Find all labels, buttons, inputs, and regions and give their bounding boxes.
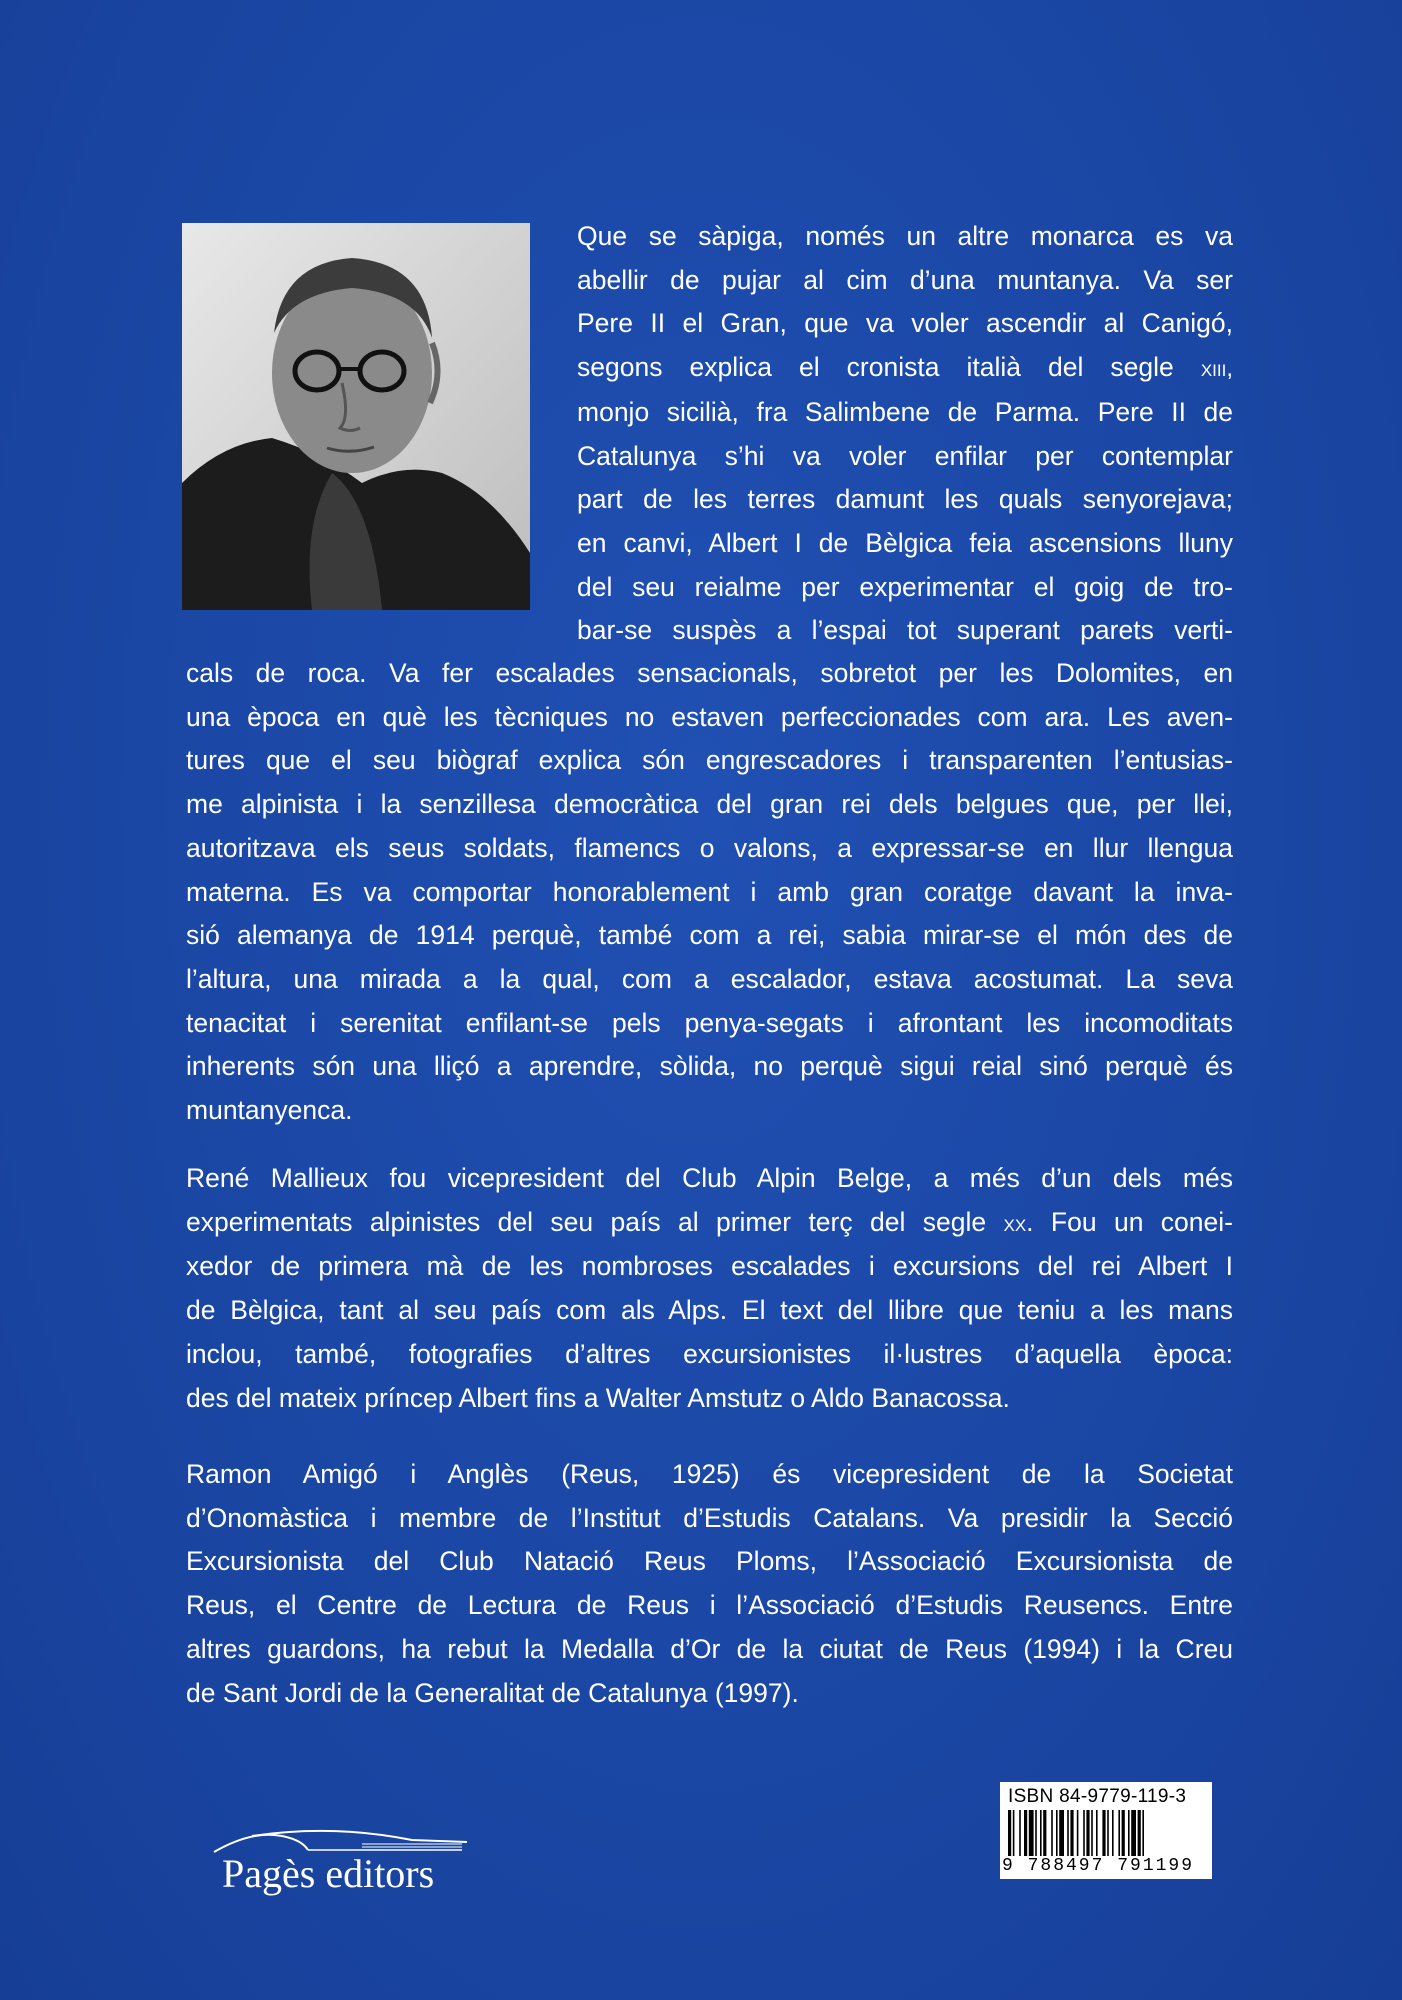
barcode-bar	[1008, 1810, 1011, 1856]
barcode-bar	[1029, 1810, 1034, 1856]
barcode-bar	[1138, 1810, 1141, 1856]
barcode-bar	[1013, 1810, 1015, 1856]
barcode-bar	[1070, 1810, 1073, 1856]
text-line: de Bèlgica, tant al seu país com als Alps. El text del llibre que teniu a les mans	[186, 1295, 1233, 1326]
text-line: d’Onomàstica i membre de l’Institut d’Estudis Catalans. Va presidir la Secció	[186, 1502, 1233, 1533]
text-line: Que se sàpiga, només un altre monarca es va	[577, 221, 1233, 251]
text-line: des del mateix príncep Albert fins a Walter Amstutz o Aldo Banacossa.	[186, 1382, 1010, 1413]
text-line: René Mallieux fou vicepresident del Club Alpin Belge, a més d’un dels més	[186, 1163, 1233, 1193]
barcode-bar	[1035, 1810, 1037, 1856]
text-line-part: experimentats alpinistes del seu país al primer terç del segle	[186, 1206, 987, 1237]
text-line: Catalunya s’hi va voler enfilar per contemplar	[577, 440, 1233, 471]
barcode-bar	[1091, 1810, 1093, 1856]
barcode-bar	[1131, 1810, 1136, 1856]
text-line: del seu reialme per experimentar el goig de tro-	[577, 571, 1233, 602]
barcode-bar	[1107, 1810, 1109, 1856]
barcode-bar	[1083, 1810, 1085, 1856]
text-line: tenacitat i serenitat enfilant-se pels penya-segats i afrontant les incomoditats	[186, 1007, 1233, 1038]
century-numeral: xiii,	[1200, 355, 1233, 383]
amigo-paragraph	[186, 1453, 1233, 1715]
barcode-bar	[1040, 1810, 1042, 1856]
text-line: autoritzava els seus soldats, flamencs o valons, a expressar-se en llur llengua	[186, 832, 1233, 863]
intro-paragraph-continued	[186, 652, 1233, 1133]
barcode-bar	[1102, 1810, 1105, 1856]
barcode-bar	[1086, 1810, 1089, 1856]
intro-paragraph	[577, 215, 1233, 653]
text-line: me alpinista i la senzillesa democràtica del gran rei dels belgues que, per llei,	[186, 789, 1233, 820]
barcode-icon	[1008, 1810, 1204, 1856]
text-line: monjo sicilià, fra Salimbene de Parma. Pere II de	[577, 396, 1233, 427]
text-line-part: segons explica el cronista italià del segle	[577, 352, 1174, 383]
text-line: Ramon Amigó i Anglès (Reus, 1925) és vicepresident de la Societat	[186, 1459, 1233, 1489]
text-line: Reus, el Centre de Lectura de Reus i l’Associació d’Estudis Reusencs. Entre	[186, 1590, 1233, 1621]
text-line	[577, 346, 1233, 391]
text-line: en canvi, Albert I de Bèlgica feia ascensions lluny	[577, 527, 1233, 558]
text-line: bar-se suspès a l’espai tot superant parets verti-	[577, 615, 1233, 646]
ean-number: 9 788497 791199	[1002, 1856, 1195, 1876]
text-line: inherents són una lliçó a aprendre, sòlida, no perquè sigui reial sinó perquè és	[186, 1051, 1233, 1082]
text-line: l’altura, una mirada a la qual, com a escalador, estava acostumat. La seva	[186, 963, 1233, 994]
text-line: xedor de primera mà de les nombroses escalades i excursions del rei Albert I	[186, 1251, 1233, 1282]
text-line: materna. Es va comportar honorablement i amb gran coratge davant la inva-	[186, 876, 1233, 907]
text-line: de Sant Jordi de la Generalitat de Catalunya (1997).	[186, 1677, 799, 1708]
author-portrait-photo	[182, 223, 530, 610]
text-line: Excursionista del Club Natació Reus Ploms, l’Associació Excursionista de	[186, 1546, 1233, 1577]
barcode-bar	[1051, 1810, 1053, 1856]
barcode-bar	[1067, 1810, 1069, 1856]
text-line: part de les terres damunt les quals senyorejava;	[577, 484, 1233, 515]
text-line-part: . Fou un conei-	[1026, 1206, 1233, 1237]
mallieux-paragraph	[186, 1157, 1233, 1420]
century-numeral: xx	[1003, 1209, 1027, 1237]
barcode-bar	[1112, 1810, 1114, 1856]
text-line	[186, 1201, 1233, 1246]
text-line: muntanyenca.	[186, 1095, 353, 1126]
text-line: tures que el seu biògraf explica són engrescadores i transparenten l’entusias-	[186, 745, 1233, 776]
text-line: altres guardons, ha rebut la Medalla d’Or de la ciutat de Reus (1994) i la Creu	[186, 1633, 1233, 1664]
barcode-bar	[1056, 1810, 1058, 1856]
text-line: abellir de pujar al cim d’una muntanya. Va ser	[577, 264, 1233, 295]
barcode-bar	[1096, 1810, 1098, 1856]
barcode-bar	[1019, 1810, 1021, 1856]
text-line: cals de roca. Va fer escalades sensacionals, sobretot per les Dolomites, en	[186, 658, 1233, 688]
barcode-bar	[1024, 1810, 1027, 1856]
text-line: una època en què les tècniques no estaven perfeccionades com ara. Les aven-	[186, 701, 1233, 732]
barcode-bar	[1122, 1810, 1125, 1856]
isbn-barcode-box	[1000, 1782, 1212, 1879]
text-line: sió alemanya de 1914 perquè, també com a rei, sabia mirar-se el món des de	[186, 920, 1233, 951]
isbn-label: ISBN 84-9779-119-3	[1008, 1786, 1187, 1807]
barcode-bar	[1128, 1810, 1130, 1856]
barcode-bar	[1142, 1810, 1144, 1856]
publisher-logo	[202, 1822, 482, 1896]
barcode-bar	[1059, 1810, 1064, 1856]
barcode-bar	[1118, 1810, 1120, 1856]
barcode-bar	[1077, 1810, 1079, 1856]
text-line: Pere II el Gran, que va voler ascendir al Canigó,	[577, 308, 1233, 339]
text-line: inclou, també, fotografies d’altres excursionistes il·lustres d’aquella època:	[186, 1338, 1233, 1369]
publisher-name: Pagès editors	[222, 1851, 435, 1896]
barcode-bar	[1043, 1810, 1046, 1856]
